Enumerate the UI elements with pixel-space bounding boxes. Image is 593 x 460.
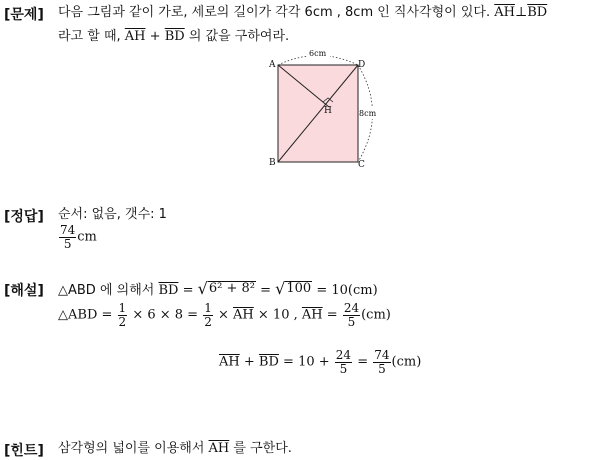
problem-line-1 [58, 6, 547, 19]
problem-line-2-prefix: 라고 할 때, [58, 29, 121, 44]
fraction-numerator: 74 [374, 348, 390, 362]
fraction-denominator: 2 [204, 314, 212, 329]
fraction [203, 302, 213, 328]
top-dimension-label: 6cm [309, 49, 327, 58]
equals-symbol: = [260, 283, 272, 298]
fraction [343, 302, 360, 328]
hint-line [58, 442, 292, 455]
fraction-numerator: 1 [118, 301, 127, 315]
segment-ah: $\overline{AH}$ [208, 441, 230, 456]
segment-ah: $\overline{AH}$ [219, 354, 240, 370]
plus-symbol: + [149, 29, 161, 44]
segment-ah: $\overline{AH}$ [301, 307, 323, 323]
side-dimension-label: 8cm [359, 109, 377, 118]
solution-line-1 [58, 281, 378, 297]
segment-bd: $\overline{BD}$ [164, 29, 185, 44]
unit-text: (cm) [391, 354, 422, 370]
fraction-denominator: 5 [378, 361, 386, 376]
solution-label: [해설] [4, 283, 44, 299]
equals-symbol: = [182, 283, 194, 298]
segment-bd: $\overline{BD}$ [258, 354, 279, 370]
fraction-numerator: 74 [60, 223, 76, 237]
problem-line-2 [58, 30, 289, 43]
problem-label: [문제] [4, 7, 44, 23]
expression-text: = 10 + [283, 354, 330, 370]
vertex-d-label: D [358, 60, 366, 70]
segment-ah: $\overline{AH}$ [494, 5, 515, 20]
fraction [118, 302, 128, 328]
answer-unit: cm [77, 229, 97, 245]
radicand: 100 [286, 281, 312, 296]
answer-fraction [59, 224, 76, 250]
vertex-c-label: C [358, 160, 365, 170]
result-text: = 10(cm) [316, 283, 378, 298]
hint-suffix: 를 구한다. [233, 441, 292, 456]
segment-ah: $\overline{AH}$ [124, 29, 146, 44]
expression-text: × 10 , [257, 307, 298, 323]
plus-symbol: + [243, 354, 255, 370]
triangle-text: △ABD = [58, 307, 113, 323]
equals-symbol: = [357, 354, 369, 370]
fraction-numerator: 1 [204, 301, 212, 315]
unit-text: (cm) [361, 307, 391, 323]
fraction-denominator: 5 [347, 314, 356, 329]
answer-line-1: 순서: 없음, 갯수: 1 [58, 207, 167, 222]
fraction-denominator: 5 [339, 361, 348, 376]
answer-value [58, 224, 97, 250]
vertex-a-label: A [269, 60, 276, 70]
solution-line-3 [219, 349, 421, 375]
triangle-text: △ABD 에 의해서 [58, 283, 155, 298]
radicand: 6² + 8² [208, 281, 255, 296]
sqrt-expression: √ 6² + 8² [197, 279, 255, 298]
segment-bd: $\overline{BD}$ [158, 283, 179, 298]
hint-label: [힌트] [4, 443, 44, 459]
problem-line-1-text: 다음 그림과 같이 가로, 세로의 길이가 각각 6cm , 8cm 인 직사각형이 있다. [58, 5, 491, 20]
segment-bd: $\overline{BD}$ [527, 5, 548, 20]
answer-label: [정답] [4, 209, 44, 225]
fraction-denominator: 2 [118, 314, 127, 329]
vertex-b-label: B [269, 158, 276, 168]
problem-line-2-suffix: 의 값을 구하여라. [188, 29, 290, 44]
times-symbol: × [217, 307, 229, 323]
fraction-numerator: 24 [335, 348, 352, 362]
fraction-denominator: 5 [63, 236, 72, 251]
rectangle-figure [262, 46, 392, 171]
solution-line-2 [58, 302, 391, 328]
vertex-h-label: H [324, 106, 332, 116]
expression-text: × 6 × 8 = [132, 307, 199, 323]
sqrt-expression: √ 100 [275, 279, 312, 298]
equals-symbol: = [326, 307, 338, 323]
hint-prefix: 삼각형의 넓이를 이용해서 [58, 441, 205, 456]
fraction-numerator: 24 [343, 301, 360, 315]
segment-ah: $\overline{AH}$ [233, 307, 254, 323]
fraction [373, 349, 390, 375]
perp-symbol: ⊥ [514, 5, 528, 20]
fraction [335, 349, 352, 375]
